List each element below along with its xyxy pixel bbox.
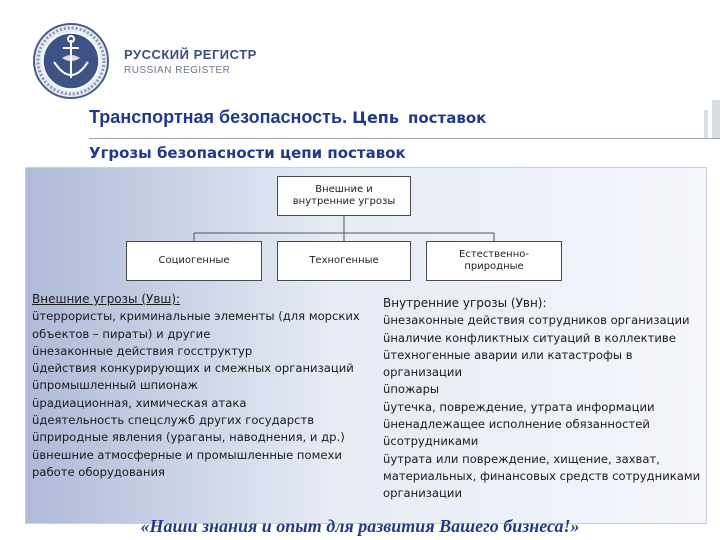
internal-threats-column (383, 295, 705, 503)
list-item: üпожары (383, 382, 440, 397)
company-motto: «Наши знания и опыт для развития Вашего бизнеса!» (140, 516, 580, 536)
internal-threats-heading: Внутренние угрозы (Увн): (383, 296, 547, 310)
brand (124, 47, 257, 76)
external-threats-column (32, 291, 372, 481)
title-part-1: Транспортная безопасность. (89, 107, 348, 127)
brand-name-en: RUSSIAN REGISTER (124, 65, 231, 76)
title-divider (89, 138, 720, 139)
diagram-child-label: Естественно-природные (459, 248, 529, 272)
page-subtitle: Угрозы безопасности цепи поставок (89, 144, 406, 162)
list-item: üнезаконные действия госструктур (32, 343, 253, 358)
title-part-2: Цепь (352, 108, 399, 127)
list-item: üутечка, повреждение, утрата информации (383, 399, 655, 414)
external-threats-heading: Внешние угрозы (Увш): (32, 292, 181, 306)
list-item: üсотрудниками (383, 434, 479, 449)
list-item: üдеятельность спецслужб других государств (32, 413, 315, 428)
external-threats-list (32, 308, 372, 481)
list-item: üутрата или повреждение, хищение, захват, материальных, финансовых средств сотрудниками организации (383, 451, 701, 501)
diagram-root-box (277, 176, 411, 216)
list-item: üтеррористы, криминальные элементы (для морских объектов – пираты) и другие (32, 309, 360, 341)
list-item: üвнешние атмосферные и промышленные помехи работе оборудования (32, 447, 342, 479)
diagram-root-label: Внешние и внутренние угрозы (292, 183, 396, 207)
list-item: üдействия конкурирующих и смежных организаций (32, 361, 354, 376)
russian-register-logo (32, 22, 110, 100)
page-title (89, 107, 486, 128)
list-item: üрадиационная, химическая атака (32, 395, 247, 410)
diagram-child-box-natural (426, 241, 562, 281)
diagram-child-box-socio (126, 241, 262, 281)
internal-threats-list (383, 312, 705, 502)
list-item: üнезаконные действия сотрудников организации (383, 313, 690, 328)
list-item: üпромышленный шпионаж (32, 378, 198, 393)
diagram-child-box-techno (277, 241, 411, 281)
content-panel (25, 167, 707, 524)
brand-name-ru: РУССКИЙ РЕГИСТР (124, 47, 257, 62)
list-item: üтехногенные аварии или катастрофы в организации (383, 347, 633, 380)
title-part-3: поставок (407, 109, 487, 127)
list-item: üналичие конфликтных ситуаций в коллективе (383, 330, 676, 345)
list-item: üненадлежащее исполнение обязанностей (383, 417, 650, 432)
list-item: üприродные явления (ураганы, наводнения, и др.) (32, 430, 345, 445)
diagram-child-label: Социогенные (158, 254, 230, 266)
diagram-child-label: Техногенные (309, 254, 379, 266)
